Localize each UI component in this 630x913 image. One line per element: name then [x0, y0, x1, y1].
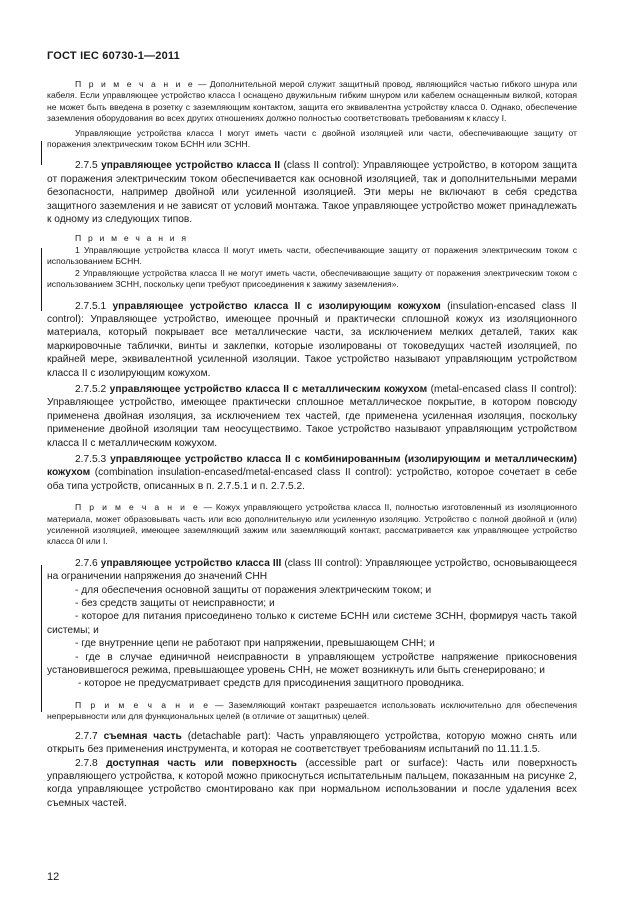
note-text: — Заземляющий контакт разрешается использовать исключительно для обеспечения непрерывности или для функциональных целей (в отличие от защитных) целей. [47, 699, 577, 722]
clause-text: (insulation-encased class II control): Управляющее устройство, имеющее прочный и практически сплошной кожух из изоляционного материала, который покрывает все металлические части, за исключением мелких деталей, таких как маркировочные таблички, винты и заклепки, которые изолированы от токоведущих частей изоляцией, по крайней мере, эквивалентной усиленной изоляции. Такое устройство называют управляющим устройством класса II с изолирующим кожухом. [47, 300, 577, 379]
clause-text: (class III control): Управляющее устройство, основывающееся на ограничении напряжения до значений СНН [47, 557, 577, 583]
clause-term: управляющее устройство класса II с металлическим кожухом [109, 383, 428, 395]
clause-number: 2.7.6 [75, 557, 98, 569]
note-text: — Кожух управляющего устройства класса II, полностью изготовленный из изоляционного материала, может образовывать часть или всю дополнительную или усиленную изоляцию. Устройство с полной двойной и (или) усиленной изоляцией, имеющее заземляющий зажим или заземляющий контакт, рассматривается как управляющее устройство класса 0I или I. [47, 502, 577, 547]
note-label: П р и м е ч а н и е [75, 79, 195, 89]
notes-label: П р и м е ч а н и я [75, 233, 189, 244]
clause-2-7-8 [47, 757, 577, 811]
list-item: - которое не предусматривает средств для присодинения защитного проводника. [78, 678, 465, 690]
list-item: - которое для питания присоединено только к системе БСНН или системе ЗСНН, формируя часть такой системы; и [47, 611, 577, 636]
clause-term: доступная часть или поверхность [106, 757, 297, 769]
clause-number: 2.7.5.3 [75, 453, 107, 465]
clause-2-7-6 [47, 557, 577, 584]
clause-text: (class II control): Управляющее устройство, в котором защита от поражения электрическим током обеспечивается как основной изоляцией, так и дополнительными мерами безопасности, например двойной или усиленной изоляцией. Эти меры не включают в себя средства защитного заземления и не зависят от условий монтажа. Такое управляющее устройство может принадлежать к одному из следующих типов. [47, 160, 577, 226]
revision-bar [41, 141, 42, 165]
clause-term: съемная часть [103, 730, 182, 742]
document-body [47, 79, 577, 810]
note-item-1: 1 Управляющие устройства класса II могут иметь части, обеспечивающие защиту от поражения электрическим током с использованием БСНН. [47, 244, 577, 267]
clause-2-7-5-3 [47, 453, 577, 493]
clause-2-7-5 [47, 159, 577, 226]
clause-text: (metal-encased class II control): Управляющее устройство, имеющее практически сплошное металлическое покрытие, в котором повсюду применена двойная изоляция, за исключением тех частей, где применена усиленная изоляция, поскольку применение двойной изоляции там неосуществимо. Такое устройство называют управляющим устройством класса II с металлическим кожухом. [47, 383, 577, 449]
note-item-2: 2 Управляющие устройства класса II не могут иметь части, обеспечивающие защиту от поражения электрическим током с использованием ЗСНН, поскольку цепи требуют присоединения к зажиму заземления». [47, 267, 577, 290]
note-label: П р и м е ч а н и е [75, 502, 200, 513]
revision-bar [41, 248, 42, 311]
note-class-ii-enclosure [47, 502, 577, 548]
clause-number: 2.7.8 [75, 757, 98, 769]
paragraph-class-i-parts: Управляющие устройства класса I могут иметь части с двойной изоляцией или части, обеспечивающие защиту от поражения электрическим током БСНН или ЗСНН. [47, 127, 577, 150]
list-item: - без средств защиты от неисправности; и [75, 598, 275, 610]
document-code-header: ГОСТ IEC 60730-1—2011 [47, 50, 180, 62]
page-number: 12 [47, 871, 60, 883]
clause-number: 2.7.5 [75, 160, 98, 172]
note-label: П р и м е ч а н и е [75, 699, 211, 710]
clause-2-7-7 [47, 730, 577, 757]
clause-number: 2.7.5.2 [75, 383, 107, 395]
clause-text: (combination insulation-encased/metal-encased class II control): устройство, которое сочетает в себе оба типа устройств, описанных в п. 2.7.5.1 и п. 2.7.5.2. [47, 467, 577, 492]
note-ground-contact [47, 700, 577, 723]
note-text: — Дополнительной мерой служит защитный провод, являющийся частью гибкого шнура или кабеля. Если управляющее устройство класса I оснащено двужильным гибким шнуром или кабелем оснащенным вилкой, которая не может быть введена в розетку с заземляющим контактом, защита его эквивалентна устройству класса 0. Однако, обеспечение заземления оборудования во всех других отношениях должно полностью соответствовать требованиям к классу I. [47, 79, 577, 124]
clause-term: управляющее устройство класса III [100, 557, 282, 569]
clause-term: управляющее устройство класса II с комбинированным (изолирующим и металлическим) кожухом [47, 453, 577, 479]
clause-number: 2.7.7 [75, 730, 98, 742]
clause-term: управляющее устройство класса II с изолирующим кожухом [112, 300, 441, 312]
clause-term: управляющее устройство класса II [101, 160, 281, 172]
list-item: - где в случае единичной неисправности в управляющем устройстве напряжение прикосновения установившегося режима, превышающее уровень СНН, не может возникнуть или быть сгенерировано; и [47, 651, 577, 677]
clause-number: 2.7.5.1 [75, 300, 107, 312]
revision-bar [41, 565, 42, 712]
clause-2-7-5-2 [47, 383, 577, 450]
list-item: - где внутренние цепи не работают при напряжении, превышающем СНН; и [75, 638, 435, 650]
clause-2-7-5-1 [47, 300, 577, 380]
clause-text: (accessible part or surface): Часть или поверхность управляющего устройства, к которой можно прикоснуться испытательным пальцем, показанным на рисунке 2, когда управляющее устройство смонтировано как при нормальном использовании и после удаления всех съемных частей. [47, 757, 578, 809]
list-item: - для обеспечения основной защиты от поражения электрическим током; и [75, 584, 432, 596]
clause-text: (detachable part): Часть управляющего устройства, которую можно снять или открыть без применения инструмента, и которая не соответствует требованиям испытаний по 11.11.1.5. [47, 730, 577, 756]
note-class-i [47, 79, 577, 125]
